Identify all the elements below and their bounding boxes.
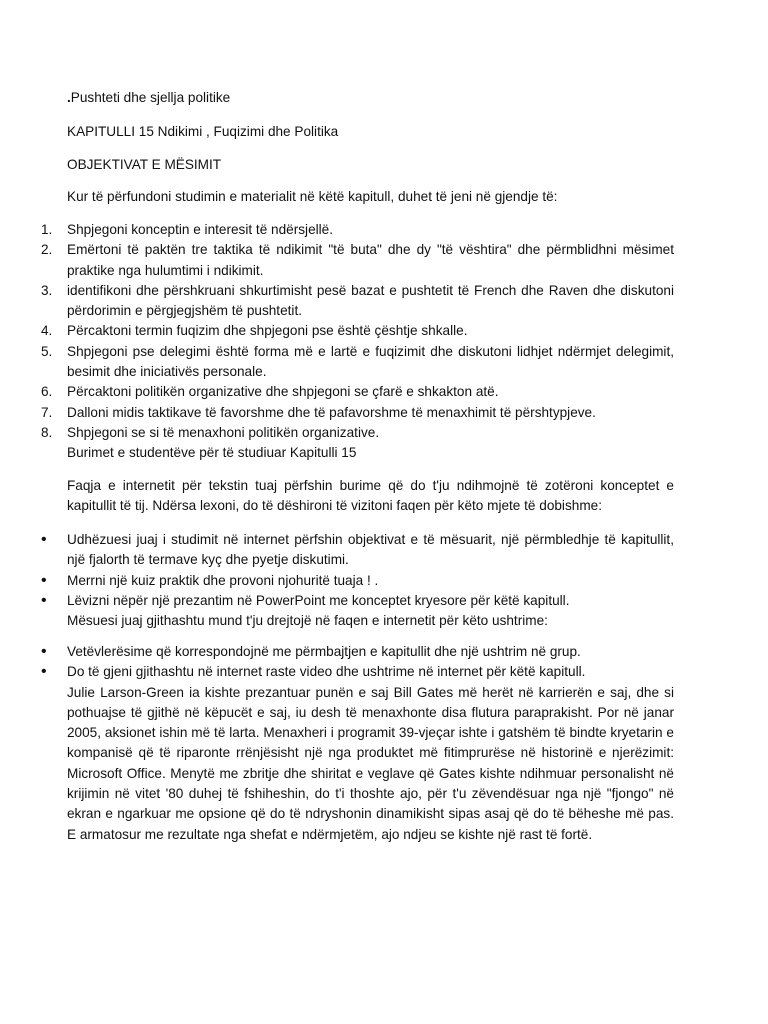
intro-text: Kur të përfundoni studimin e materialit në këtë kapitull, duhet të jeni në gjendje të: xyxy=(67,189,558,204)
list-item xyxy=(0,240,674,281)
list-item-text: identifikoni dhe përshkruani shkurtimisht pesë bazat e pushtetit të French dhe Raven dhe diskutoni përdorimin e përgjegjshëm të pushtetit. xyxy=(67,282,674,319)
bullet-icon: • xyxy=(41,531,47,548)
list-number: 4. xyxy=(41,323,53,339)
bullet-text: Do të gjeni gjithashtu në internet raste video dhe ushtrime në internet për këtë kapitull. xyxy=(67,664,586,680)
bullet-icon: • xyxy=(41,571,47,589)
list-item-text: Përcaktoni termin fuqizim dhe shpjegoni pse është çështje shkalle. xyxy=(67,323,468,339)
title-text: Pushteti dhe sjellja politike xyxy=(70,90,231,105)
list-number: 2. xyxy=(41,242,53,258)
list-number: 7. xyxy=(41,404,53,420)
list-item xyxy=(0,281,674,322)
list-item xyxy=(0,423,674,443)
list-number: 6. xyxy=(41,384,53,400)
list-number: 1. xyxy=(41,222,53,237)
bullet-text: Udhëzuesi juaj i studimit në internet përfshin objektivat e të mësuarit, një përmbledhje të kapitullit, një fjalorth të termave kyç dhe pyetje diskutimi. xyxy=(67,532,674,568)
objectives-heading: OBJEKTIVAT E MËSIMIT xyxy=(67,157,222,172)
list-item xyxy=(0,403,674,423)
list-item-text: Dalloni midis taktikave të favorshme dhe të pafavorshme të menaxhimit të përshtypjeve. xyxy=(67,404,596,420)
list-item-text: Shpjegoni se si të menaxhoni politikën organizative. xyxy=(67,424,380,440)
resources-line-item xyxy=(0,443,674,463)
list-item xyxy=(0,662,674,682)
story-paragraph-item xyxy=(0,683,674,845)
teacher-line: Mësuesi juaj gjithashtu mund t'ju drejtojë në faqen e internetit për këto ushtrime: xyxy=(67,613,548,629)
list-item xyxy=(0,642,674,662)
list-item xyxy=(0,382,674,402)
story-paragraph: Julie Larson-Green ia kishte prezantuar punën e saj Bill Gates më herët në karrierën e saj, dhe si pothuajse të gjithë në këpucët e saj, iu desh të menaxhonte disa flutura paraprakisht. Por në janar 2005, aksionet ishin më të larta. Menaxheri i programit 39-vjeçar ishte i gatshëm të bindte kryetarin e kompanisë që të riparonte rrënjësisht një nga produktet më fitimprurëse në historinë e njerëzimit: Microsoft Office. Menytë me zbritje dhe shiritat e veglave që Gates kishte ndihmuar personalisht në krijimin në vitet '80 duhej të fshiheshin, do t'i thoshte ajo, për t'u zëvendësuar nga një "fjongo" në ekran e ngarkuar me opsione që do të ndryshonin dinamikisht sipas asaj që do të bëheshe më pas. E armatosur me rezultate nga shefat e ndërmjetëm, ajo ndjeu se kishte një rast të fortë. xyxy=(67,684,674,842)
list-item xyxy=(0,321,674,341)
bullet-icon: • xyxy=(41,643,47,660)
list-item xyxy=(0,530,674,571)
list-item-text: Emërtoni të paktën tre taktika të ndikimit "të buta" dhe dy "të vështira" dhe përmblidhni mësimet praktike nga hulumtimi i ndikimit. xyxy=(67,242,674,278)
list-item-text: Shpjegoni konceptin e interesit të ndërsjellë. xyxy=(67,222,334,237)
web-paragraph: Faqja e internetit për tekstin tuaj përfshin burime që do t'ju ndihmojnë të zotëroni konceptet e kapitullit të tij. Ndërsa lexoni, do të dëshironi të vizitoni faqen për këto mjete të dobishme: xyxy=(67,478,674,514)
objectives-list xyxy=(0,220,674,464)
teacher-line-item xyxy=(0,611,674,631)
list-number: 5. xyxy=(41,343,53,359)
bullet-text: Vetëvlerësime që korrespondojnë me përmbajtjen e kapitullit dhe një ushtrim në grup. xyxy=(67,644,581,659)
bullet-text: Lëvizni nëpër një prezantim në PowerPoint me konceptet kryesore për këtë kapitull. xyxy=(67,592,570,608)
list-number: 8. xyxy=(41,424,53,440)
title-dot: . xyxy=(67,90,71,105)
resources-line: Burimet e studentëve për të studiuar Kapitulli 15 xyxy=(67,445,357,461)
list-item xyxy=(0,342,674,383)
list-item xyxy=(0,571,674,591)
list-item-text: Shpjegoni pse delegimi është forma më e lartë e fuqizimit dhe diskutoni lidhjet ndërmjet delegimit, besimit dhe iniciativës personale. xyxy=(67,343,674,380)
list-item-text: Përcaktoni politikën organizative dhe shpjegoni se çfarë e shkakton atë. xyxy=(67,384,499,400)
bullet-list-exercises xyxy=(0,642,674,845)
list-item xyxy=(0,220,674,240)
list-item xyxy=(0,591,674,611)
bullet-text: Merrni një kuiz praktik dhe provoni njohuritë tuaja ! . xyxy=(67,572,379,588)
document-title xyxy=(67,88,230,108)
bullet-icon: • xyxy=(41,663,47,681)
chapter-heading: KAPITULLI 15 Ndikimi , Fuqizimi dhe Politika xyxy=(67,124,339,139)
bullet-icon: • xyxy=(41,591,47,609)
bullet-list-resources xyxy=(0,530,674,631)
list-number: 3. xyxy=(41,282,53,298)
